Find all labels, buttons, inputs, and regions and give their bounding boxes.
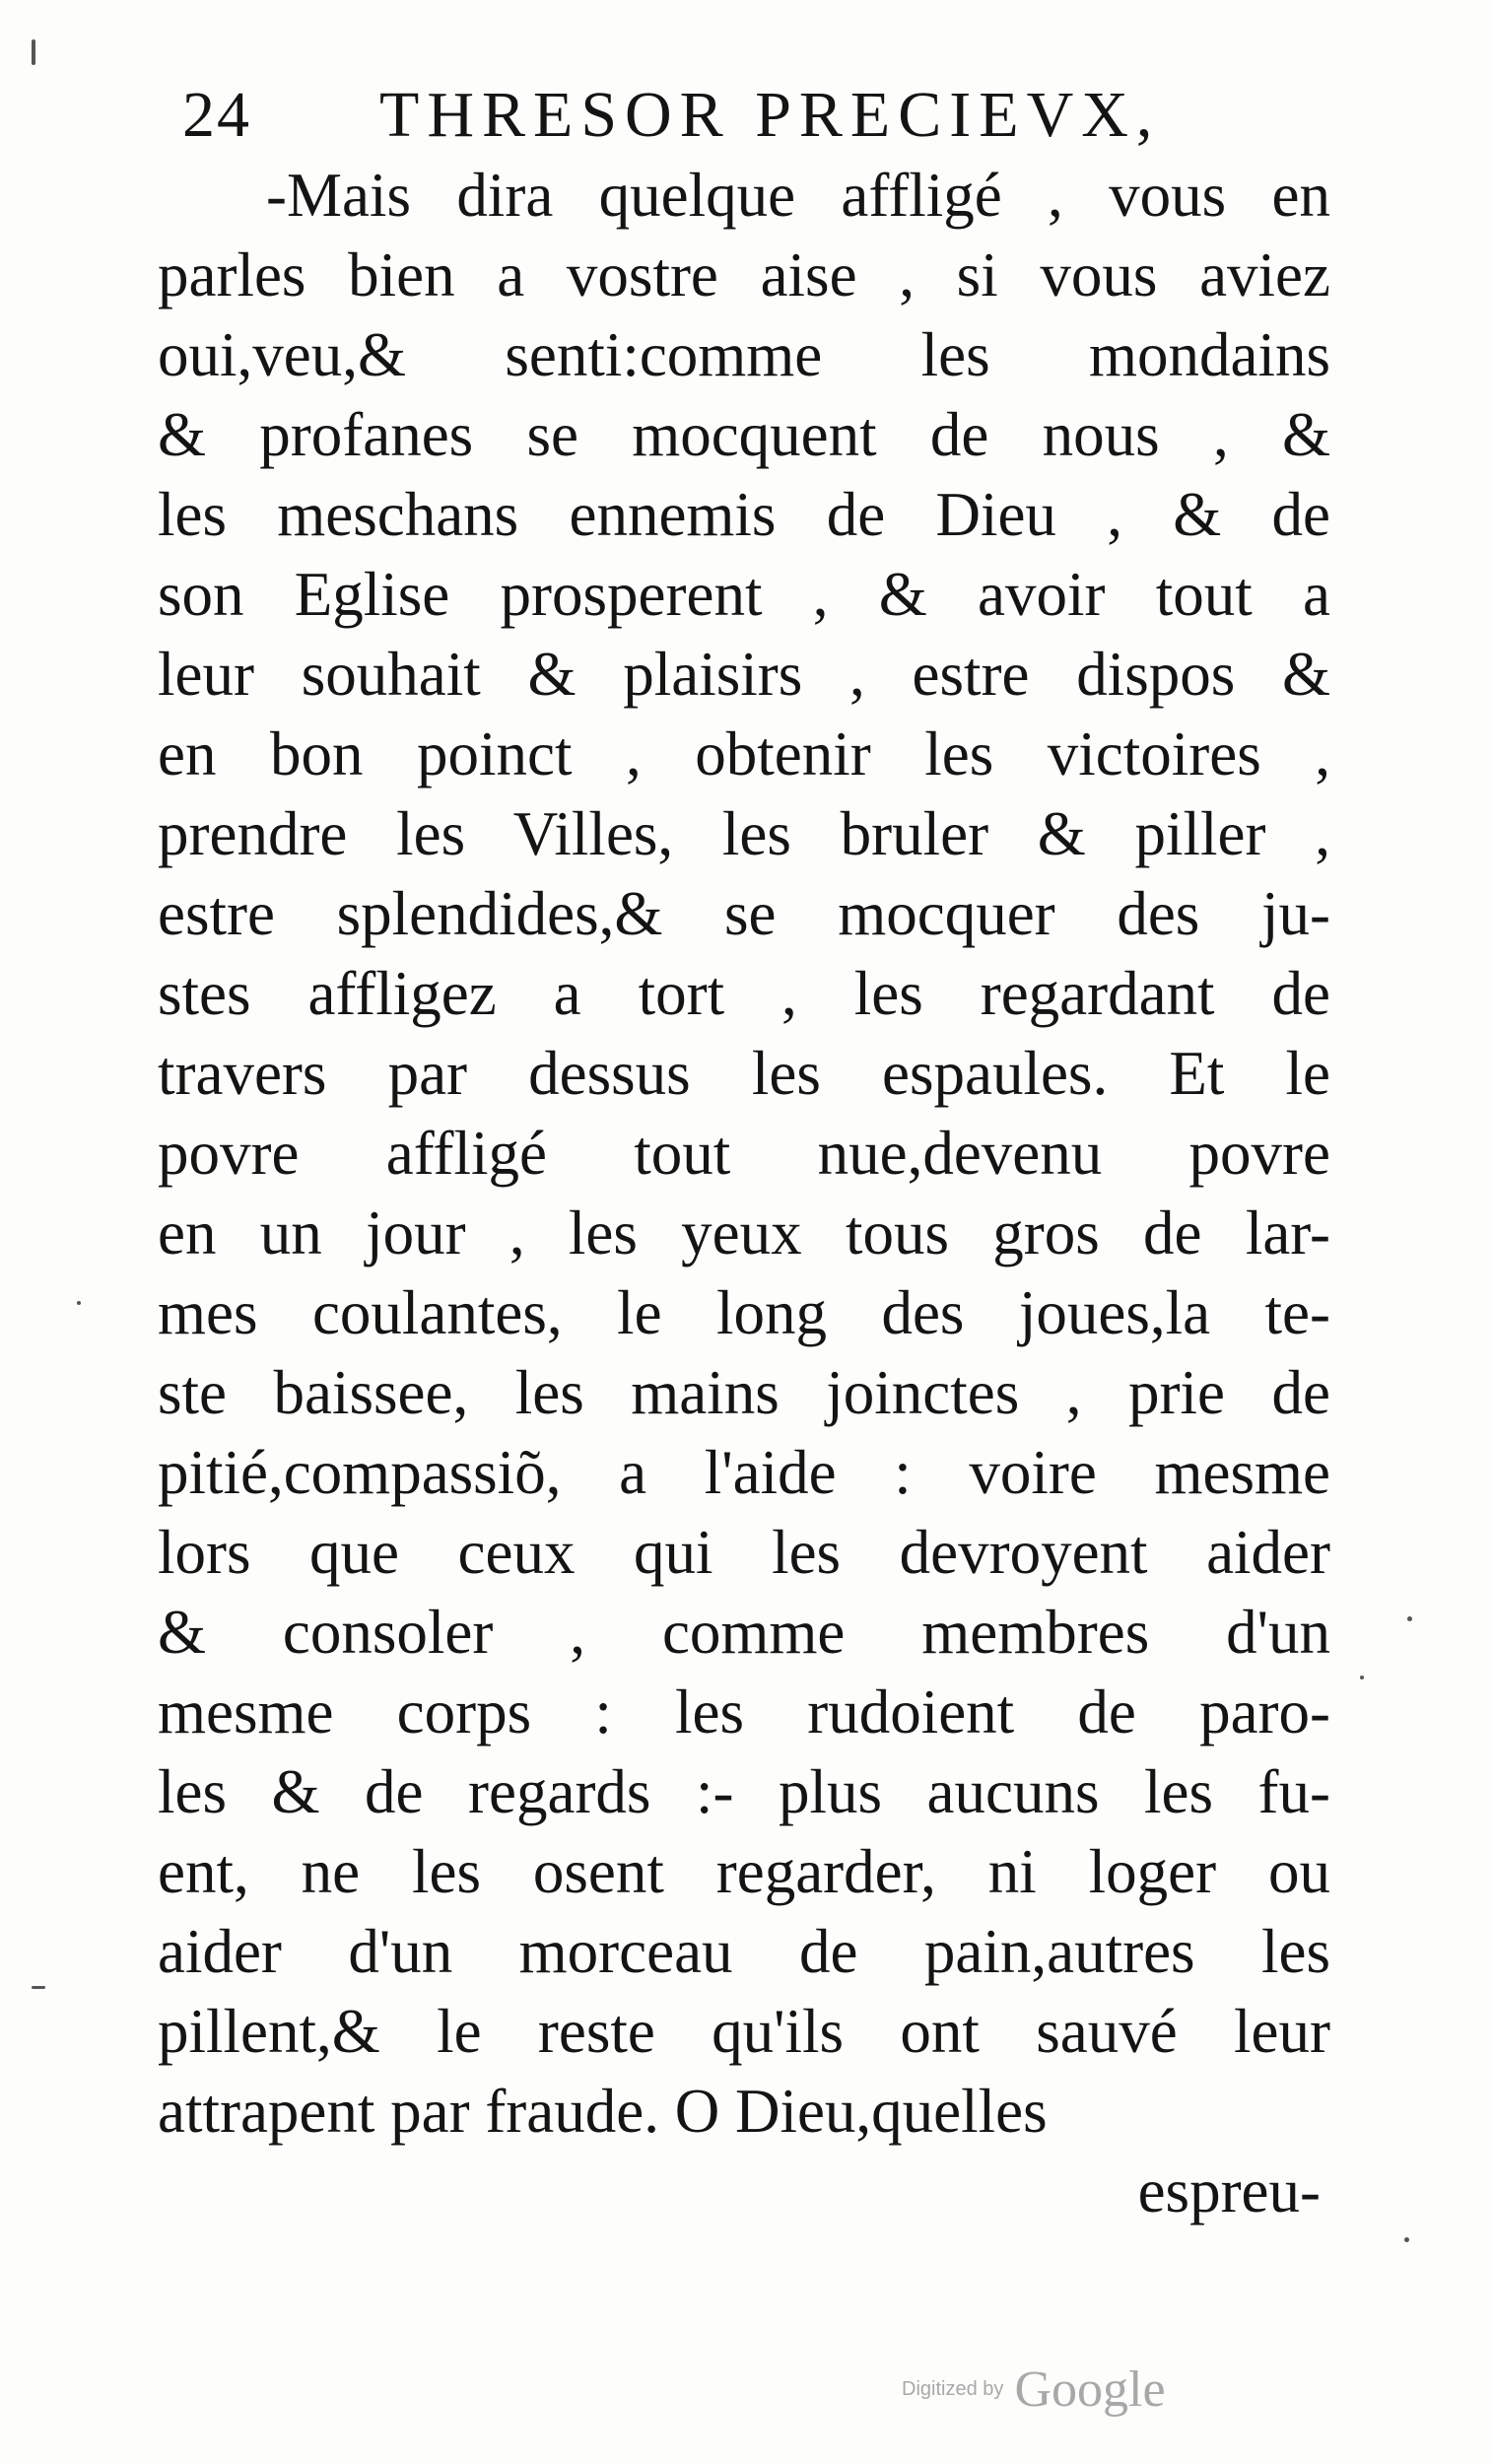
text-line: -Mais dira quelque affligé , vous en xyxy=(266,161,1330,230)
body-text xyxy=(158,156,1330,2231)
scan-speck xyxy=(1360,1676,1364,1679)
google-logo: Google xyxy=(1014,2361,1166,2418)
digitized-watermark xyxy=(902,2361,1217,2420)
text-line: prendre les Villes, les bruler & piller , xyxy=(158,799,1330,868)
text-line: aider d'un morceau de pain,autres les xyxy=(158,1917,1330,1986)
scan-speck xyxy=(77,1301,81,1305)
text-line: mes coulantes, le long des joues,la te- xyxy=(158,1278,1330,1347)
catchword: espreu- xyxy=(1137,2156,1321,2225)
text-line: parles bien a vostre aise , si vous aviez xyxy=(158,240,1330,309)
text-line: en bon poinct , obtenir les victoires , xyxy=(158,719,1330,788)
text-line: travers par dessus les espaules. Et le xyxy=(158,1039,1330,1108)
text-line: ste baissee, les mains joinctes , prie de xyxy=(158,1358,1330,1427)
text-line: & consoler , comme membres d'un xyxy=(158,1598,1330,1667)
text-line: leur souhait & plaisirs , estre dispos & xyxy=(158,640,1330,709)
running-title: THRESOR PRECIEVX, xyxy=(379,79,1161,151)
scan-speck xyxy=(1407,1616,1412,1621)
text-line: mesme corps : les rudoient de paro- xyxy=(158,1677,1330,1746)
digitized-by-label: Digitized by xyxy=(902,2378,1004,2400)
scan-speck xyxy=(32,39,35,65)
text-line: ent, ne les osent regarder, ni loger ou xyxy=(158,1837,1330,1906)
text-line: attrapent par fraude. O Dieu,quelles xyxy=(158,2077,1048,2146)
page-number: 24 xyxy=(182,79,251,151)
text-line: son Eglise prosperent , & avoir tout a xyxy=(158,560,1330,629)
page-header xyxy=(182,61,1316,170)
text-line: estre splendides,& se mocquer des ju- xyxy=(158,879,1330,948)
text-line: les & de regards :- plus aucuns les fu- xyxy=(158,1757,1330,1826)
scan-speck xyxy=(1404,2237,1409,2242)
text-line: pitié,compassiõ, a l'aide : voire mesme xyxy=(158,1438,1330,1507)
text-line: stes affligez a tort , les regardant de xyxy=(158,959,1330,1028)
text-line: oui,veu,& senti:comme les mondains xyxy=(158,320,1330,389)
text-line: & profanes se mocquent de nous , & xyxy=(158,400,1330,469)
scan-speck xyxy=(32,1986,45,1989)
text-line: povre affligé tout nue,devenu povre xyxy=(158,1119,1330,1188)
text-line: pillent,& le reste qu'ils ont sauvé leur xyxy=(158,1997,1330,2066)
text-line: en un jour , les yeux tous gros de lar- xyxy=(158,1198,1330,1267)
text-line: les meschans ennemis de Dieu , & de xyxy=(158,480,1330,549)
text-line: lors que ceux qui les devroyent aider xyxy=(158,1518,1330,1587)
